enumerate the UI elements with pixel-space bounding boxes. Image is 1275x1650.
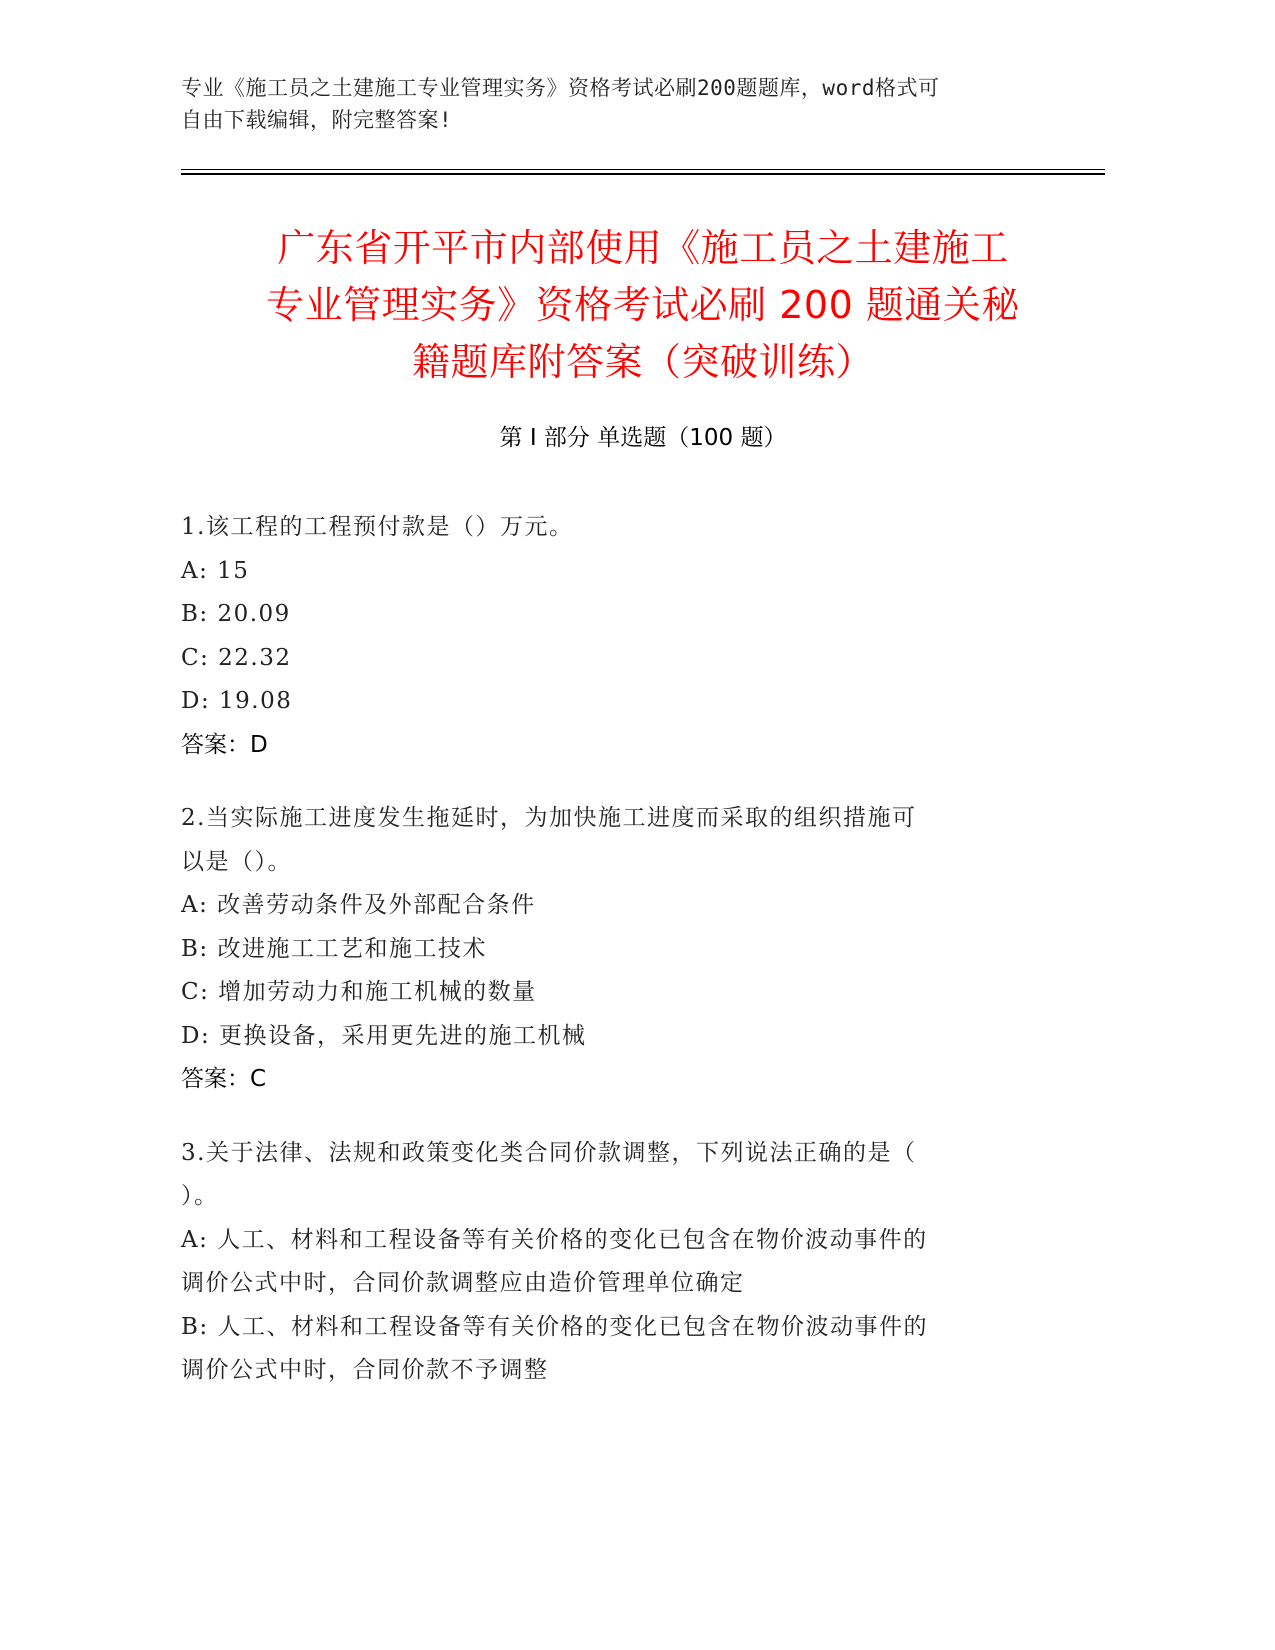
document-title-line-3: 籍题库附答案（突破训练） xyxy=(411,340,874,384)
option-b: B: 20.09 xyxy=(181,601,291,627)
question-text-line-2: ）。 xyxy=(181,1183,219,1209)
option-b-line-1: B: 人工、材料和工程设备等有关价格的变化已包含在物价波动事件的 xyxy=(181,1313,928,1340)
header-note xyxy=(181,72,1041,136)
question-3 xyxy=(181,1132,1041,1393)
option-c: C: 22.32 xyxy=(181,644,292,671)
header-note-line-1: 专业《施工员之土建施工专业管理实务》资格考试必刷200题题库，word格式可 xyxy=(181,76,940,100)
document-title-line-2: 专业管理实务》资格考试必刷 200 题通关秘 xyxy=(266,283,1020,327)
header-divider-thin xyxy=(181,169,1105,170)
answer: 答案：C xyxy=(181,1066,267,1092)
question-text-line-1: 3.关于法律、法规和政策变化类合同价款调整，下列说法正确的是（ xyxy=(181,1139,917,1166)
option-a-line-2: 调价公式中时，合同价款调整应由造价管理单位确定 xyxy=(181,1270,745,1296)
option-d: D: 19.08 xyxy=(181,688,293,714)
document-title xyxy=(181,220,1105,391)
option-b: B: 改进施工工艺和施工技术 xyxy=(181,935,487,962)
question-text-line-2: 以是（）。 xyxy=(181,848,292,875)
option-c: C: 增加劳动力和施工机械的数量 xyxy=(181,979,537,1005)
question-text-line-1: 2.当实际施工进度发生拖延时，为加快施工进度而采取的组织措施可 xyxy=(181,805,917,831)
section-title: 第 I 部分 单选题（100 题） xyxy=(499,425,787,451)
header-divider-thick xyxy=(181,173,1105,175)
question-1 xyxy=(181,506,1041,767)
option-d: D: 更换设备，采用更先进的施工机械 xyxy=(181,1022,587,1049)
option-a: A: 改善劳动条件及外部配合条件 xyxy=(181,892,536,918)
option-a-line-1: A: 人工、材料和工程设备等有关价格的变化已包含在物价波动事件的 xyxy=(181,1226,928,1253)
header-note-line-2: 自由下载编辑，附完整答案! xyxy=(181,108,453,132)
question-2 xyxy=(181,797,1041,1102)
answer: 答案：D xyxy=(181,731,268,758)
option-a: A: 15 xyxy=(181,557,250,584)
question-text: 1.该工程的工程预付款是（）万元。 xyxy=(181,514,574,540)
option-b-line-2: 调价公式中时，合同价款不予调整 xyxy=(181,1357,549,1383)
document-title-line-1: 广东省开平市内部使用《施工员之土建施工 xyxy=(277,226,1009,270)
question-list xyxy=(181,506,1041,1423)
